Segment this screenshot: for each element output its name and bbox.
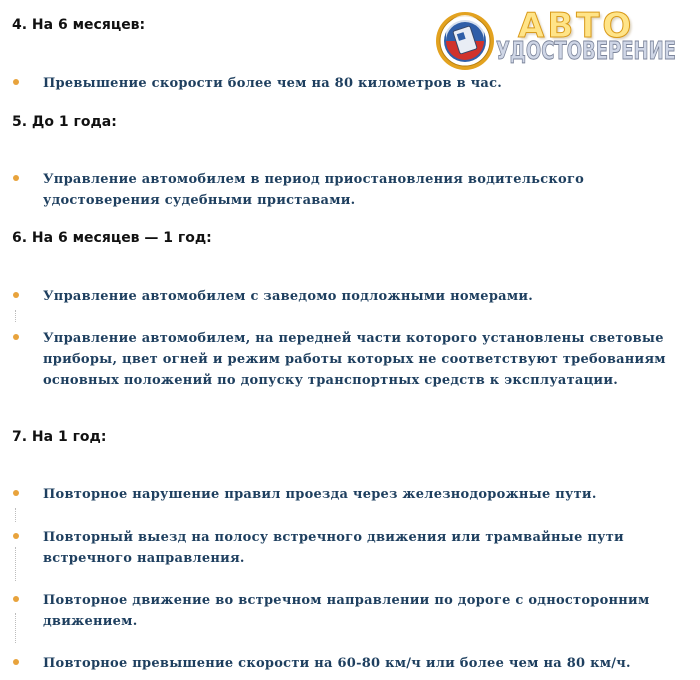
list-item: Управление автомобилем в период приостановления водительского удостоверения судебными приставами.	[43, 172, 585, 208]
list-item: Управление автомобилем, на передней части которого установлены световые приборы, цвет огней и режим работы которых не соответствуют требованиям основных положений по допуску транспортных средств к эксплуатации.	[43, 331, 666, 388]
bullet-icon	[13, 659, 19, 665]
bullet-icon	[13, 175, 19, 181]
list-item: Повторный выезд на полосу встречного движения или трамвайные пути встречного направления.	[43, 530, 624, 566]
bullet-icon	[13, 596, 19, 602]
divider	[15, 508, 16, 522]
section-heading-5: 5. До 1 года:	[12, 114, 117, 130]
bullet-icon	[13, 292, 19, 298]
list-item: Превышение скорости более чем на 80 километров в час.	[43, 76, 503, 91]
section-heading-7: 7. На 1 год:	[12, 429, 107, 445]
list-item: Повторное превышение скорости на 60-80 км/ч или более чем на 80 км/ч.	[43, 656, 631, 671]
shield-emblem-icon	[434, 10, 496, 72]
logo	[432, 6, 682, 78]
divider	[15, 613, 16, 643]
list-item: Повторное нарушение правил проезда через железнодорожные пути.	[43, 487, 597, 502]
logo-title-top: АВТО	[518, 6, 635, 46]
list-item: Повторное движение во встречном направлении по дороге с односторонним движением.	[43, 593, 650, 629]
divider	[15, 547, 16, 581]
list-item: Управление автомобилем с заведомо подложными номерами.	[43, 289, 534, 304]
divider	[15, 310, 16, 322]
bullet-icon	[13, 334, 19, 340]
section-heading-4: 4. На 6 месяцев:	[12, 17, 146, 33]
bullet-icon	[13, 490, 19, 496]
logo-title-bottom: УДОСТОВЕРЕНИЕ	[496, 36, 676, 65]
bullet-icon	[13, 533, 19, 539]
section-heading-6: 6. На 6 месяцев — 1 год:	[12, 230, 212, 246]
bullet-icon	[13, 79, 19, 85]
